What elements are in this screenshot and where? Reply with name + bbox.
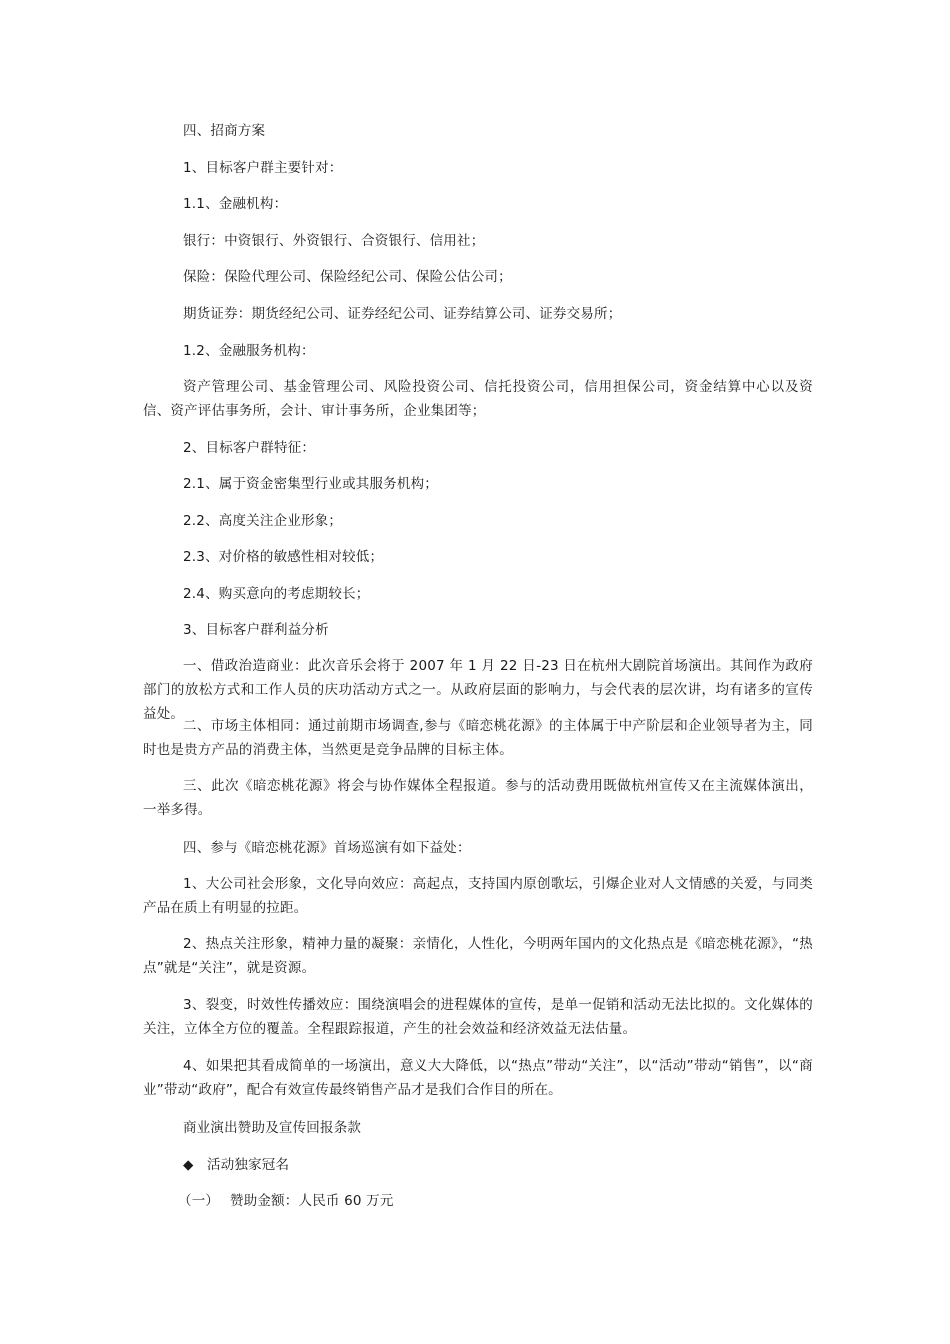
paragraph-benefit-4: 四、参与《暗恋桃花源》首场巡演有如下益处： <box>183 840 471 856</box>
terms-title: 商业演出赞助及宣传回报条款 <box>183 1120 362 1136</box>
item-number: （一） <box>178 1193 220 1209</box>
text-banks: 银行：中资银行、外资银行、合资银行、信用社； <box>183 233 485 249</box>
paragraph-point-2: 2、热点关注形象，精神力量的凝聚：亲情化，人性化，今明两年国内的文化热点是《暗恋桃花源》，“热点”就是“关注”，就是资源。 <box>143 936 813 976</box>
feature-price-sensitivity: 2.3、对价格的敏感性相对较低； <box>183 549 384 565</box>
subsection-financial-services: 1.2、金融服务机构： <box>183 343 315 359</box>
paragraph-point-1: 1、大公司社会形象，文化导向效应：高起点，支持国内原创歌坛，引爆企业对人文情感的关爱，与同类产品在质上有明显的拉距。 <box>143 876 813 916</box>
section-heading-investment-plan: 四、招商方案 <box>183 123 266 139</box>
diamond-bullet-icon: ◆ <box>183 1157 194 1173</box>
item-amount-text: 赞助金额：人民币 60 万元 <box>230 1193 394 1209</box>
paragraph-point-4: 4、如果把其看成简单的一场演出，意义大大降低，以“热点”带动“关注”，以“活动”带动“销售”，以“商业”带动“政府”，配合有效宣传最终销售产品才是我们合作目的所在。 <box>143 1058 813 1098</box>
feature-corporate-image: 2.2、高度关注企业形象； <box>183 513 343 529</box>
section-benefit-analysis: 3、目标客户群利益分析 <box>183 622 329 638</box>
section-customer-features: 2、目标客户群特征： <box>183 440 316 456</box>
section-target-customers: 1、目标客户群主要针对： <box>183 160 343 176</box>
paragraph-benefit-2: 二、市场主体相同：通过前期市场调查,参与《暗恋桃花源》的主体属于中产阶层和企业领导者为主，同时也是贵方产品的消费主体，当然更是竞争品牌的目标主体。 <box>143 718 813 758</box>
feature-purchase-period: 2.4、购买意向的考虑期较长； <box>183 586 370 602</box>
bullet-exclusive-naming <box>183 1155 289 1175</box>
bullet-exclusive-naming-text: 活动独家冠名 <box>207 1157 290 1173</box>
paragraph-services-list: 资产管理公司、基金管理公司、风险投资公司、信托投资公司，信用担保公司，资金结算中心以及资信、资产评估事务所，会计、审计事务所，企业集团等； <box>143 379 813 419</box>
text-insurance: 保险：保险代理公司、保险经纪公司、保险公估公司； <box>183 269 512 285</box>
subsection-financial-institutions: 1.1、金融机构： <box>183 196 288 212</box>
paragraph-point-3: 3、裂变，时效性传播效应：围绕演唱会的进程媒体的宣传，是单一促销和活动无法比拟的。文化媒体的关注，立体全方位的覆盖。全程跟踪报道，产生的社会效益和经济效益无法估量。 <box>143 997 813 1037</box>
text-futures-securities: 期货证券：期货经纪公司、证券经纪公司、证券结算公司、证券交易所； <box>183 306 622 322</box>
paragraph-benefit-1: 一、借政治造商业：此次音乐会将于 2007 年 1 月 22 日-23 日在杭州大剧院首场演出。其间作为政府部门的放松方式和工作人员的庆功活动方式之一。从政府层面的影响力，与会代表的层次讲，均有诸多的宣传益处。 <box>143 658 813 722</box>
item-sponsorship-amount <box>178 1191 394 1211</box>
paragraph-benefit-3: 三、此次《暗恋桃花源》将会与协作媒体全程报道。参与的活动费用既做杭州宣传又在主流媒体演出，一举多得。 <box>143 778 813 818</box>
feature-capital-intensive: 2.1、属于资金密集型行业或其服务机构； <box>183 476 438 492</box>
